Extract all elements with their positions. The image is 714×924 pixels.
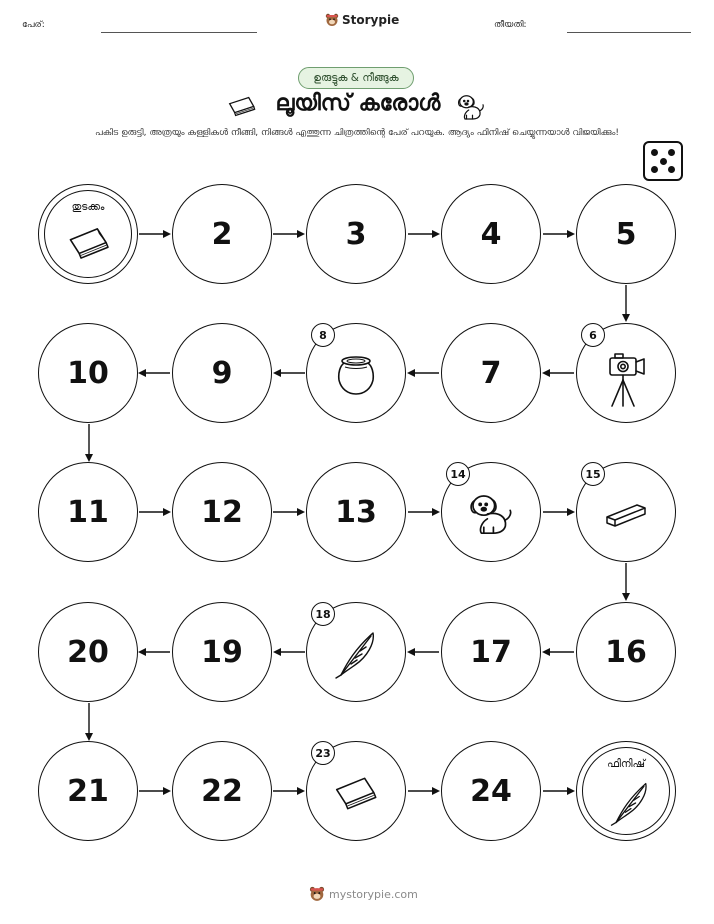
cell-2: 2: [172, 184, 272, 284]
instructions: പകിട ഉരുട്ടി, അത്രയും കള്ളികൾ നീങ്ങി, നിങ്ങൾ എത്തുന്ന ചിത്രത്തിന്റെ പേര് പറയുക. ആദ്യം ഫിനിഷ് ചെയ്യുന്നയാൾ വിജയിക്കും!: [95, 128, 619, 138]
cell-21: 21: [38, 741, 138, 841]
cell-12: 12: [172, 462, 272, 562]
cell-14: [441, 462, 541, 562]
cell-8: [306, 323, 406, 423]
cell-15: [576, 462, 676, 562]
brand: [325, 13, 399, 27]
game-title: ലൂയിസ് കരോൾ: [275, 91, 441, 116]
book-icon: [226, 94, 258, 118]
cell-14-badge: 14: [446, 462, 470, 486]
bear-logo-icon: [325, 13, 339, 27]
cell-5: 5: [576, 184, 676, 284]
cell-3: 3: [306, 184, 406, 284]
camera-icon: [604, 350, 648, 410]
cell-16: 16: [576, 602, 676, 702]
cell-24: 24: [441, 741, 541, 841]
die-icon: [643, 141, 683, 181]
brand-name: Storypie: [342, 13, 400, 27]
cell-23: [306, 741, 406, 841]
cell-20: 20: [38, 602, 138, 702]
bear-logo-icon: [309, 886, 325, 902]
cell-6-badge: 6: [581, 323, 605, 347]
chalk-icon: [603, 499, 649, 529]
cell-9: 9: [172, 323, 272, 423]
cell-11: 11: [38, 462, 138, 562]
name-label: പേര്:: [22, 20, 45, 30]
pot-icon: [333, 353, 379, 397]
footer: [309, 886, 418, 902]
cell-19: 19: [172, 602, 272, 702]
cell-22: 22: [172, 741, 272, 841]
puppy-icon: [456, 92, 486, 122]
cell-4: 4: [441, 184, 541, 284]
cell-7: 7: [441, 323, 541, 423]
cell-23-badge: 23: [311, 741, 335, 765]
cell-6: [576, 323, 676, 423]
feather-icon: [333, 627, 379, 681]
game-subtitle-pill: ഉരുട്ടുക & നീങ്ങുക: [298, 67, 414, 89]
cell-8-badge: 8: [311, 323, 335, 347]
feather-icon: [605, 778, 655, 828]
start-cell: [38, 184, 138, 284]
cell-18: [306, 602, 406, 702]
start-label: തുടക്കം: [71, 201, 105, 213]
puppy-icon: [467, 488, 515, 540]
cell-13: 13: [306, 462, 406, 562]
finish-cell: [576, 741, 676, 841]
cell-15-badge: 15: [581, 462, 605, 486]
date-label: തീയതി:: [494, 20, 527, 30]
name-line: [101, 32, 257, 33]
footer-site[interactable]: mystorypie.com: [329, 887, 418, 901]
date-line: [567, 32, 691, 33]
cell-10: 10: [38, 323, 138, 423]
cell-17: 17: [441, 602, 541, 702]
book-icon: [330, 770, 382, 816]
book-icon: [64, 221, 114, 265]
finish-label: ഫിനിഷ്: [607, 758, 645, 770]
cell-18-badge: 18: [311, 602, 335, 626]
